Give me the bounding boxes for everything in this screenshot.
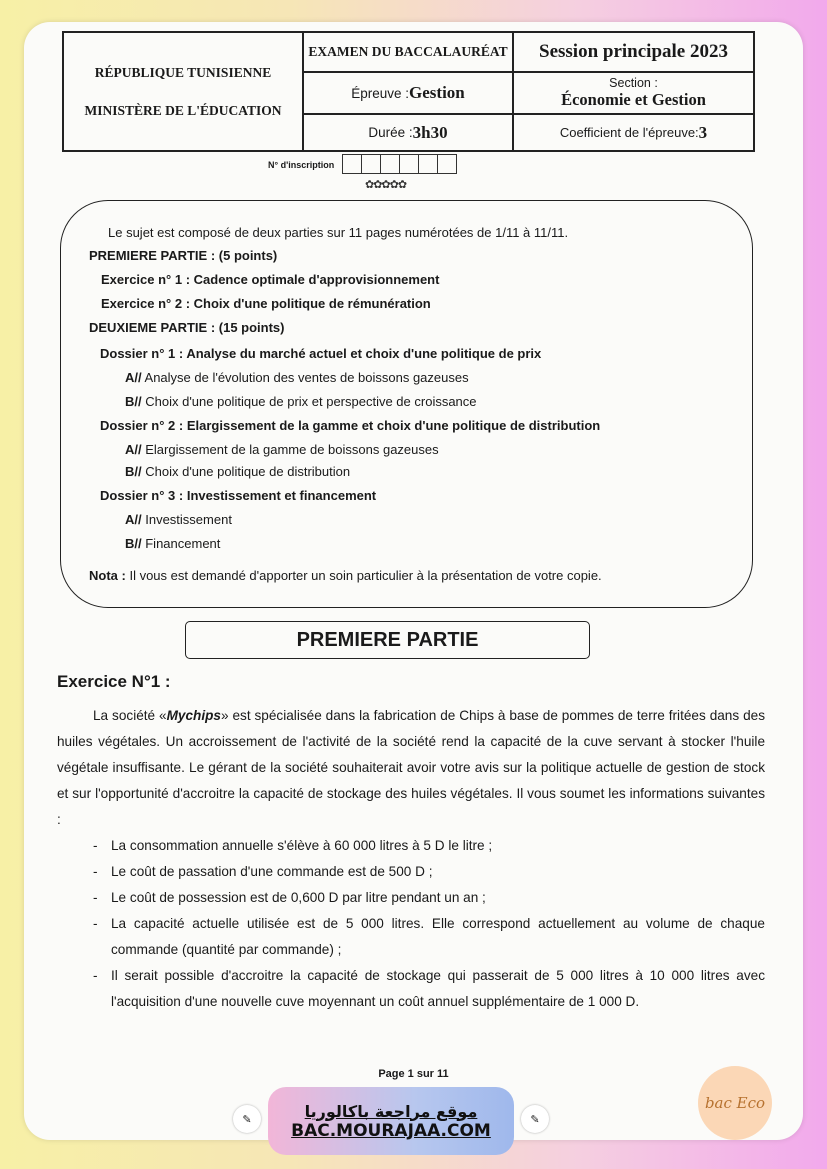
coef-cell xyxy=(514,115,753,150)
exam-label: EXAMEN DU BACCALAURÉAT xyxy=(304,33,514,73)
ministry-label: MINISTÈRE DE L'ÉDUCATION xyxy=(84,102,282,118)
section-label: Section : xyxy=(609,76,658,90)
dossier1-item: Dossier n° 1 : Analyse du marché actuel et choix d'une politique de prix xyxy=(100,346,542,361)
dossier2-item: Dossier n° 2 : Elargissement de la gamme et choix d'une politique de distribution xyxy=(100,418,601,433)
inscription-box[interactable] xyxy=(342,154,362,174)
dossier2-b: B// Choix d'une politique de distribution xyxy=(125,464,351,479)
page-number: Page 1 sur 11 xyxy=(378,1068,449,1080)
part2-heading: DEUXIEME PARTIE : (15 points) xyxy=(89,320,285,335)
site-logo-icon: ✎ xyxy=(233,1105,261,1133)
brand-name: Mychips xyxy=(166,708,221,723)
intro-paragraph: La société «Mychips» est spécialisée dans la fabrication de Chips à base de pommes de terre fritées dans des huiles végétales. Un accroissement de l'activité de la société rend la capacité de la cuve servant à stocker l'huile végétale insuffisante. Le gérant de la société souhaiterait avoir votre avis sur la politique actuelle de gestion de stock et sur l'opportunité d'accroitre la capacité de stockage des huiles végétales. Il vous soumet les informations suivantes : xyxy=(57,708,765,827)
coef-label: Coefficient de l'épreuve: xyxy=(559,125,699,140)
summary-box xyxy=(60,200,753,608)
site-arabic-name[interactable]: موقع مراجعة باكالوريا xyxy=(304,1101,478,1121)
epreuve-value: Gestion xyxy=(409,83,465,102)
duree-label: Durée : xyxy=(368,125,413,140)
exercise-title: Exercice N°1 : xyxy=(57,672,171,691)
bac-eco-badge: bac Eco xyxy=(698,1066,772,1140)
inscription-box[interactable] xyxy=(380,154,400,174)
exercise2-item: Exercice n° 2 : Choix d'une politique de rémunération xyxy=(101,296,431,311)
section-cell xyxy=(514,73,753,115)
info-list xyxy=(57,833,765,1015)
republic-label: RÉPUBLIQUE TUNISIENNE xyxy=(94,64,272,80)
inscription-box[interactable] xyxy=(361,154,381,174)
inscription-box[interactable] xyxy=(437,154,457,174)
inscription-label: N° d'inscription xyxy=(268,160,335,170)
nota-line: Nota : Il vous est demandé d'apporter un soin particulier à la présentation de votre copie. xyxy=(89,568,602,583)
section-value: Économie et Gestion xyxy=(561,90,706,109)
exam-header xyxy=(62,31,755,152)
dossier1-b: B// Choix d'une politique de prix et perspective de croissance xyxy=(125,394,477,409)
dossier1-a: A// Analyse de l'évolution des ventes de boissons gazeuses xyxy=(125,370,469,385)
list-item: - La capacité actuelle utilisée est de 5 000 litres. Elle correspond actuellement au volume de chaque commande (quantité par commande) ; xyxy=(93,916,765,957)
list-item: - Le coût de passation d'une commande est de 500 D ; xyxy=(93,864,433,879)
site-banner[interactable] xyxy=(268,1087,514,1155)
inscription-boxes[interactable] xyxy=(342,154,456,174)
dossier3-item: Dossier n° 3 : Investissement et financement xyxy=(100,488,377,503)
part1-heading: PREMIERE PARTIE : (5 points) xyxy=(89,248,278,263)
session-label: Session principale 2023 xyxy=(514,33,753,73)
country-cell xyxy=(64,33,304,150)
list-item: - Le coût de possession est de 0,600 D par litre pendant un an ; xyxy=(93,890,486,905)
list-item: - La consommation annuelle s'élève à 60 000 litres à 5 D le litre ; xyxy=(93,838,493,853)
inscription-box[interactable] xyxy=(418,154,438,174)
exercise1-item: Exercice n° 1 : Cadence optimale d'approvisionnement xyxy=(101,272,440,287)
coef-value: 3 xyxy=(698,122,708,142)
inscription-stamp: ✿✿✿✿✿ xyxy=(365,179,407,191)
summary-intro: Le sujet est composé de deux parties sur 11 pages numérotées de 1/11 à 11/11. xyxy=(108,225,569,240)
site-logo-icon: ✎ xyxy=(521,1105,549,1133)
duree-cell xyxy=(304,115,514,150)
dossier3-a: A// Investissement xyxy=(125,512,232,527)
inscription-box[interactable] xyxy=(399,154,419,174)
part-title: PREMIERE PARTIE xyxy=(185,621,590,659)
epreuve-label: Épreuve : xyxy=(351,85,410,101)
dossier3-b: B// Financement xyxy=(125,536,221,551)
site-url[interactable]: BAC.MOURAJAA.COM xyxy=(291,1120,491,1141)
dossier2-a: A// Elargissement de la gamme de boissons gazeuses xyxy=(125,442,439,457)
duree-value: 3h30 xyxy=(412,122,448,142)
epreuve-cell xyxy=(304,73,514,115)
list-item: - Il serait possible d'accroitre la capacité de stockage qui passerait de 5 000 litres à 10 000 litres avec l'acquisition d'une nouvelle cuve moyennant un coût annuel supplémentaire de 1 000 D. xyxy=(93,968,765,1009)
